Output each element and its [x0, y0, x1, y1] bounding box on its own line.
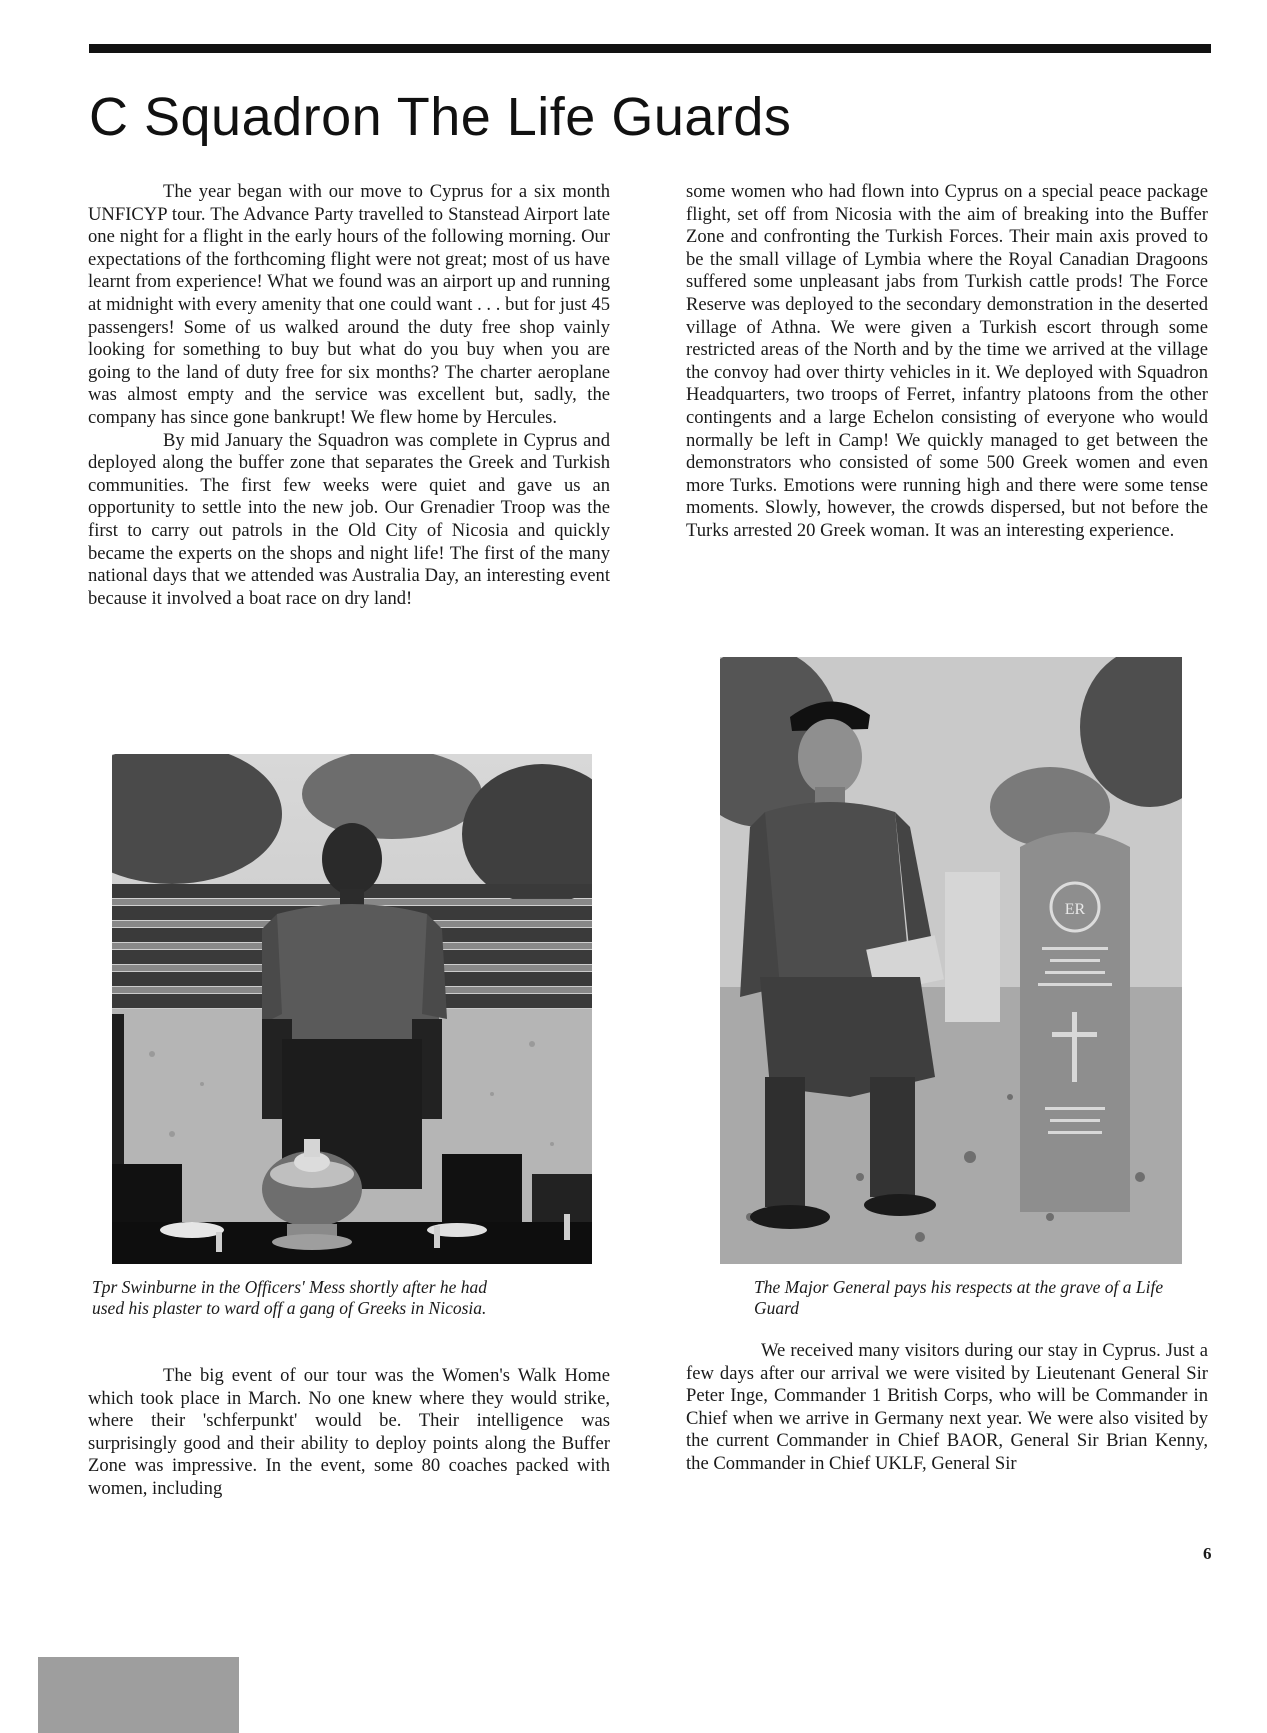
scan-corner-block: [38, 1657, 239, 1733]
right-column-top: [686, 181, 1208, 543]
paragraph: The year began with our move to Cyprus for a six month UNFICYP tour. The Advance Party travelled to Stanstead Airport late one night for a flight in the early hours of the following morning. Our expectations of the forthcoming flight were not great; most of us have learnt from experience! What we found was an airport up and running at midnight with every amenity that one could want . . . but for just 45 passengers! Some of us walked around the duty free shop vainly looking for something to buy but what do you buy when you are going to the land of duty free for six months? The charter aeroplane was almost empty and the service was excellent but, sadly, the company has since gone bankrupt! We flew home by Hercules.: [88, 181, 610, 428]
page-number: 6: [1203, 1544, 1212, 1563]
caption-right: The Major General pays his respects at the grave of a Life Guard: [754, 1277, 1164, 1318]
right-column-bottom: [686, 1340, 1208, 1476]
top-rule: [89, 44, 1211, 53]
left-column-top: [88, 181, 610, 610]
caption-left: Tpr Swinburne in the Officers' Mess shortly after he had used his plaster to ward off a gang of Greeks in Nicosia.: [92, 1277, 488, 1318]
page-title: C Squadron The Life Guards: [89, 87, 792, 147]
paragraph: We received many visitors during our stay in Cyprus. Just a few days after our arrival we were visited by Lieutenant General Sir Peter Inge, Commander 1 British Corps, who will be Commander in Chief when we arrive in Germany next year. We were also visited by the current Commander in Chief BAOR, General Sir Brian Kenny, the Commander in Chief UKLF, General Sir: [686, 1340, 1208, 1474]
paragraph: The big event of our tour was the Women's Walk Home which took place in March. No one knew where they would strike, where their 'schferpunkt' would be. Their intelligence was surprisingly good and their ability to deploy points along the Buffer Zone was impressive. In the event, some 80 coaches packed with women, including: [88, 1365, 610, 1499]
photo-major-general-grave: [720, 657, 1182, 1264]
paragraph: By mid January the Squadron was complete in Cyprus and deployed along the buffer zone that separates the Greek and Turkish communities. The first few weeks were quiet and gave us an opportunity to settle into the new job. Our Grenadier Troop was the first to carry out patrols in the Old City of Nicosia and quickly became the experts on the shops and night life! The first of the many national days that we attended was Australia Day, an interesting event because it involved a boat race on dry land!: [88, 429, 610, 609]
paragraph: some women who had flown into Cyprus on a special peace package flight, set off from Nicosia with the aim of breaking into the Buffer Zone and confronting the Turkish Forces. Their main axis proved to be the small village of Lymbia where the Royal Canadian Dragoons suffered some unpleasant jabs from Turkish cattle prods! The Force Reserve was deployed to the secondary demonstration in the deserted village of Athna. We were given a Turkish escort through some restricted areas of the North and by the time we arrived at the village the convoy had over thirty vehicles in it. We deployed with Squadron Headquarters, two troops of Ferret, infantry platoons from the other contingents and a large Echelon consisting of everyone who would normally be left in Camp! We quickly managed to get between the demonstrators who consisted of some 500 Greek women and even more Turks. Emotions were running high and there were some tense moments. Slowly, however, the crowds dispersed, but not before the Turks arrested 20 Greek woman. It was an interesting experience.: [686, 181, 1208, 541]
photo-officers-mess: [112, 754, 592, 1264]
headstone-monogram: ER: [1064, 901, 1086, 918]
left-column-bottom: [88, 1365, 610, 1501]
